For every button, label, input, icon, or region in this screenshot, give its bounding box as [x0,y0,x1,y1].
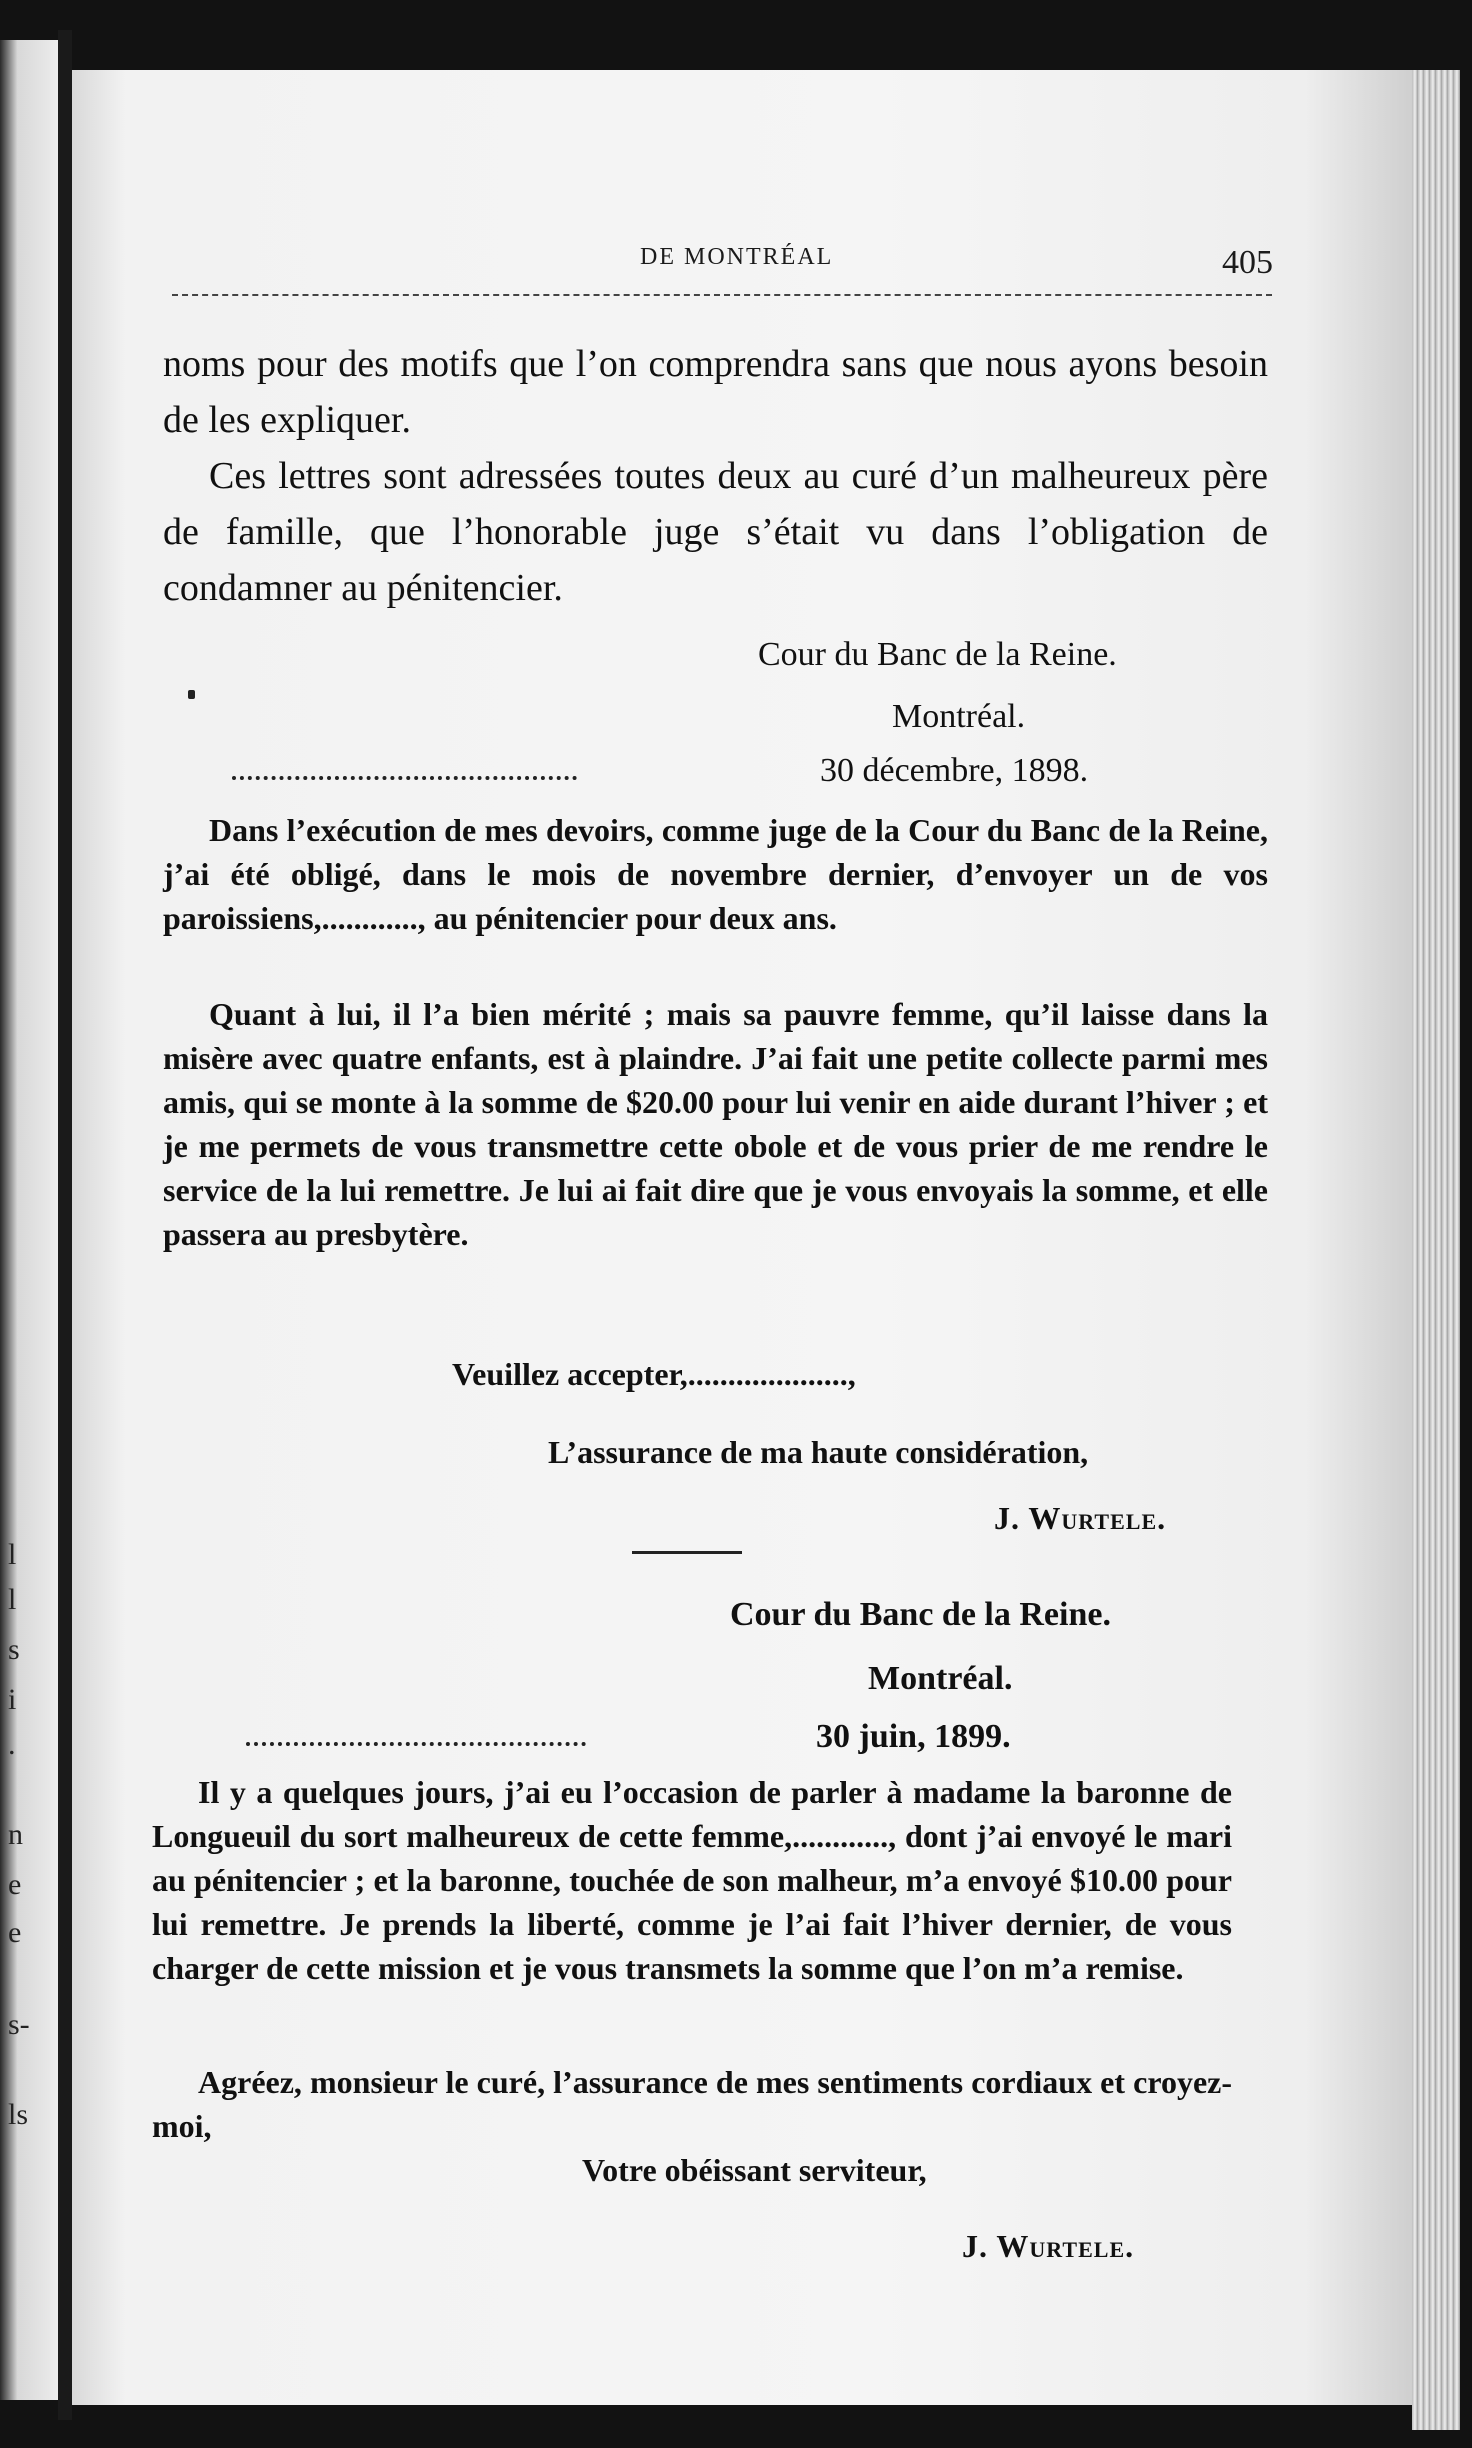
header-rule [172,294,1272,296]
margin-fragment: e [8,1868,22,1901]
margin-fragment: l [8,1538,17,1571]
letter2-closing: Votre obéissant serviteur, [582,2152,927,2188]
margin-fragment: e [8,1916,22,1949]
facing-page-edge [0,40,58,2400]
intro-paragraph: Ces lettres sont adressées toutes deux au curé d’un malheureux père de famille, que l’honorable juge s’était vu dans l’obligation de condamner au pénitencier. [163,455,1268,609]
margin-fragment: ls [8,2098,29,2131]
page-edges [1412,70,1460,2430]
margin-fragment: s [8,1633,20,1666]
letter1-paragraph: Quant à lui, il l’a bien mérité ; mais sa pauvre femme, qu’il laisse dans la misère avec quatre enfants, est à plaindre. J’ai fait une petite collecte parmi mes amis, qui se monte à la somme de $20.00 pour lui venir en aide durant l’hiver ; et je me permets de vous transmettre cette obole et de vous prier de me rendre le service de la lui remettre. Je lui ai fait dire que je vous envoyais la somme, et elle passera au presbytère. [163,996,1268,1252]
letter1-paragraph: Dans l’exécution de mes devoirs, comme juge de la Cour du Banc de la Reine, j’ai été obligé, dans le mois de novembre dernier, d’envoyer un de vos paroissiens,............, au pénitencier pour deux ans. [163,812,1268,936]
letter1-closing: Veuillez accepter,...................., [452,1356,856,1392]
running-head: DE MONTRÉAL [640,244,834,270]
margin-fragment: . [8,1728,16,1761]
letter2-court: Cour du Banc de la Reine. [730,1596,1111,1633]
letter2-paragraph: Il y a quelques jours, j’ai eu l’occasion de parler à madame la baronne de Longueuil du sort malheureux de cette femme,............, dont j’ai envoyé le mari au pénitencier ; et la baronne, touchée de son malheur, m’a envoyé $10.00 pour lui remettre. Je prends la liberté, comme je l’ai fait l’hiver dernier, de vous charger de cette mission et je vous transmets la somme que l’on m’a remise. [152,1774,1232,1986]
book-gutter [58,30,72,2420]
letter2-paragraph: Agréez, monsieur le curé, l’assurance de mes sentiments cordiaux et croyez-moi, [152,2064,1232,2144]
letter-divider [632,1551,742,1554]
margin-fragment: l [8,1583,17,1616]
stray-mark [188,690,195,699]
page-number: 405 [1222,244,1273,281]
letter2-date: 30 juin, 1899. [816,1718,1011,1755]
intro-paragraph: noms pour des motifs que l’on comprendra sans que nous ayons besoin de les expliquer. [163,343,1268,441]
letter1-recipient-blank [232,776,577,780]
letter1-closing: L’assurance de ma haute considération, [548,1434,1089,1470]
margin-fragment: i [8,1683,17,1716]
letter1-date: 30 décembre, 1898. [820,752,1089,789]
letter1-city: Montréal. [892,698,1026,735]
letter1-signature: J. Wurtele. [994,1500,1167,1536]
margin-fragment: s- [8,2008,30,2041]
letter2-recipient-blank [246,1742,586,1746]
letter1-court: Cour du Banc de la Reine. [758,636,1117,673]
margin-fragment: n [8,1818,23,1851]
letter2-city: Montréal. [868,1660,1013,1697]
letter2-signature: J. Wurtele. [962,2228,1135,2264]
